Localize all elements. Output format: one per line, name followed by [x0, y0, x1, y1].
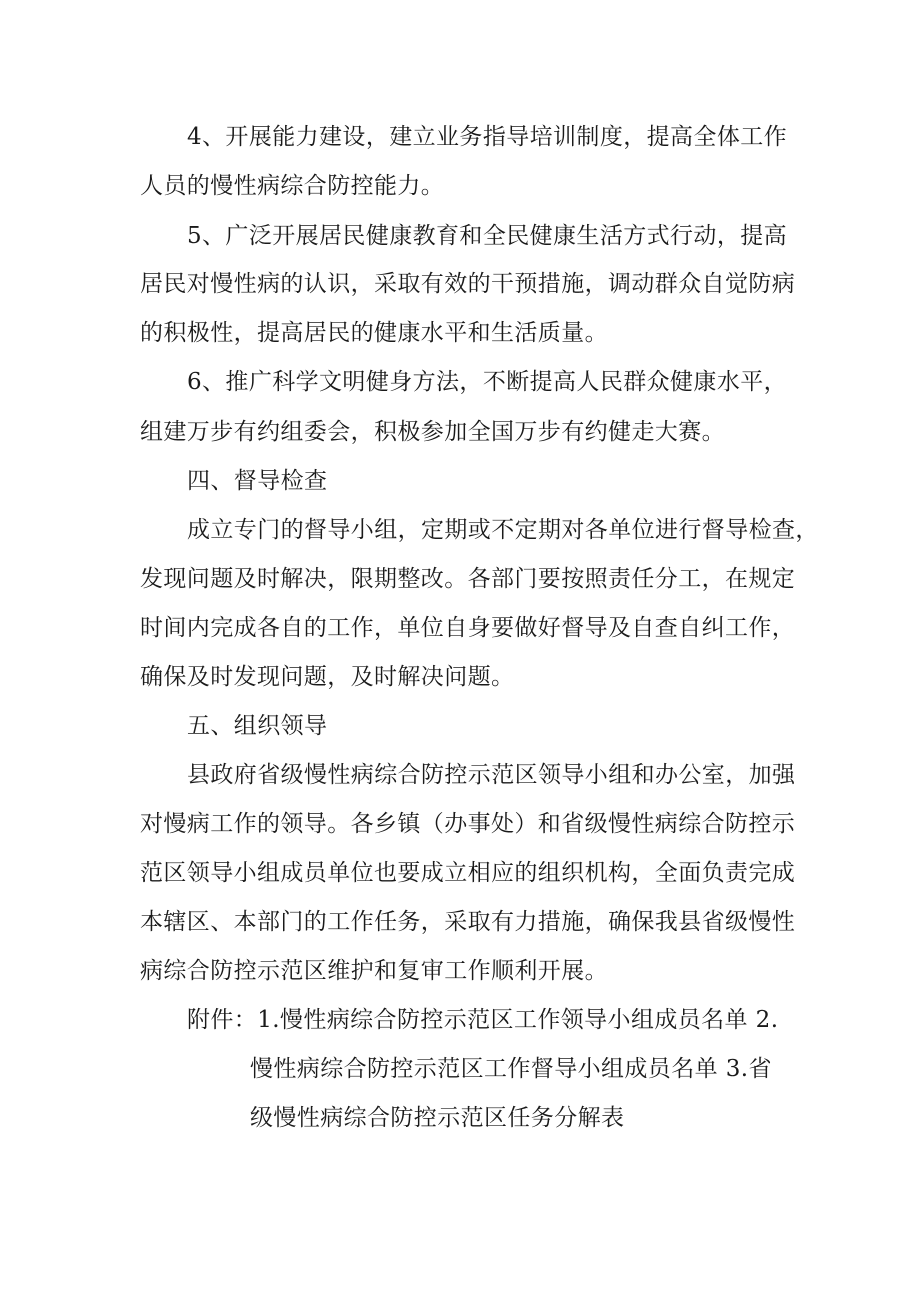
attachments-line1: 附件：1.慢性病综合防控示范区工作领导小组成员名单 2. [187, 1007, 779, 1033]
section5-line5: 病综合防控示范区维护和复审工作顺利开展。 [140, 958, 608, 984]
section5-heading: 五、组织领导 [187, 713, 328, 739]
item6-line2: 组建万步有约组委会，积极参加全国万步有约健走大赛。 [140, 419, 725, 445]
item4-line1: 4、开展能力建设，建立业务指导培训制度，提高全体工作 [187, 124, 788, 150]
section4-line2: 发现问题及时解决，限期整改。各部门要按照责任分工，在规定 [140, 566, 796, 592]
section5-line1: 县政府省级慢性病综合防控示范区领导小组和办公室，加强 [187, 762, 796, 788]
attachments-line2: 慢性病综合防控示范区工作督导小组成员名单 3.省 [250, 1056, 772, 1082]
section4-line4: 确保及时发现问题，及时解决问题。 [140, 664, 515, 690]
section5-line4: 本辖区、本部门的工作任务，采取有力措施，确保我县省级慢性 [140, 909, 796, 935]
section4-line1: 成立专门的督导小组，定期或不定期对各单位进行督导检查， [187, 517, 819, 543]
item5-line3: 的积极性，提高居民的健康水平和生活质量。 [140, 320, 608, 346]
section5-line2: 对慢病工作的领导。各乡镇（办事处）和省级慢性病综合防控示 [140, 811, 796, 837]
item5-line2: 居民对慢性病的认识，采取有效的干预措施，调动群众自觉防病 [140, 271, 796, 297]
item4-line2: 人员的慢性病综合防控能力。 [140, 173, 445, 199]
section4-line3: 时间内完成各自的工作，单位自身要做好督导及自查自纠工作， [140, 615, 796, 641]
section4-heading: 四、督导检查 [187, 468, 328, 494]
item6-line1: 6、推广科学文明健身方法，不断提高人民群众健康水平， [187, 369, 788, 395]
section5-line3: 范区领导小组成员单位也要成立相应的组织机构，全面负责完成 [140, 860, 796, 886]
attachments-line3: 级慢性病综合防控示范区任务分解表 [250, 1105, 625, 1131]
item5-line1: 5、广泛开展居民健康教育和全民健康生活方式行动，提高 [187, 223, 788, 249]
